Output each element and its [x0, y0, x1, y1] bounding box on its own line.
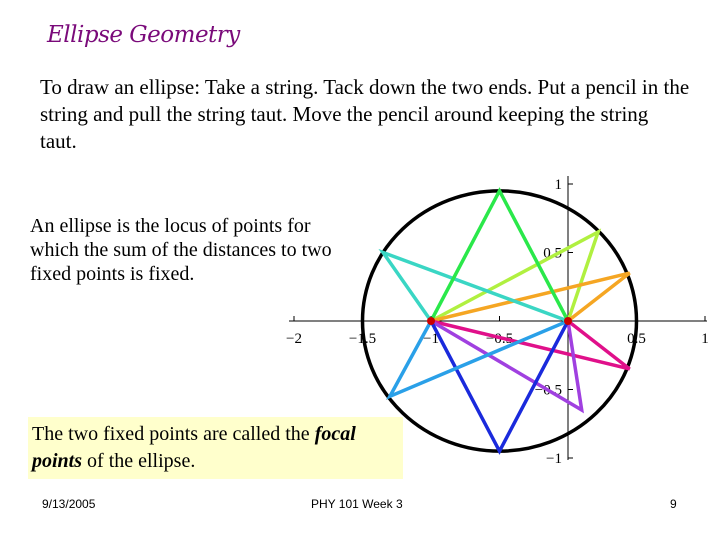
focus-point [564, 317, 572, 325]
x-tick-label: −1 [423, 331, 439, 347]
locus-text: An ellipse is the locus of points for which the sum of the distances to two fixed points is fixed. [30, 214, 340, 286]
slide-title: Ellipse Geometry [47, 22, 240, 48]
string-path [431, 321, 630, 369]
footer-page-number: 9 [670, 497, 677, 511]
footer-date: 9/13/2005 [42, 497, 96, 511]
intro-text: To draw an ellipse: Take a string. Tack down the two ends. Put a pencil in the string and pull the string taut. Move the pencil around keeping the string taut. [40, 75, 690, 153]
y-tick-label: 1 [554, 177, 562, 193]
focal-points-callout [28, 417, 403, 479]
y-tick-label: −0.5 [534, 382, 562, 399]
x-tick-label: −0.5 [485, 331, 514, 347]
focal-text-before: The two fixed points are called the [32, 423, 315, 445]
x-tick-label: −2 [286, 331, 302, 347]
footer-course: PHY 101 Week 3 [311, 497, 403, 511]
focal-text-after: of the ellipse. [82, 450, 196, 472]
focus-point [427, 317, 435, 325]
x-tick-label: −1.5 [348, 331, 377, 347]
x-tick-label: 0.5 [627, 331, 646, 347]
y-tick-label: −1 [546, 451, 562, 467]
focal-term: focal points [32, 423, 356, 472]
x-tick-label: 1 [701, 331, 709, 347]
y-tick-label: 0.5 [543, 245, 562, 262]
